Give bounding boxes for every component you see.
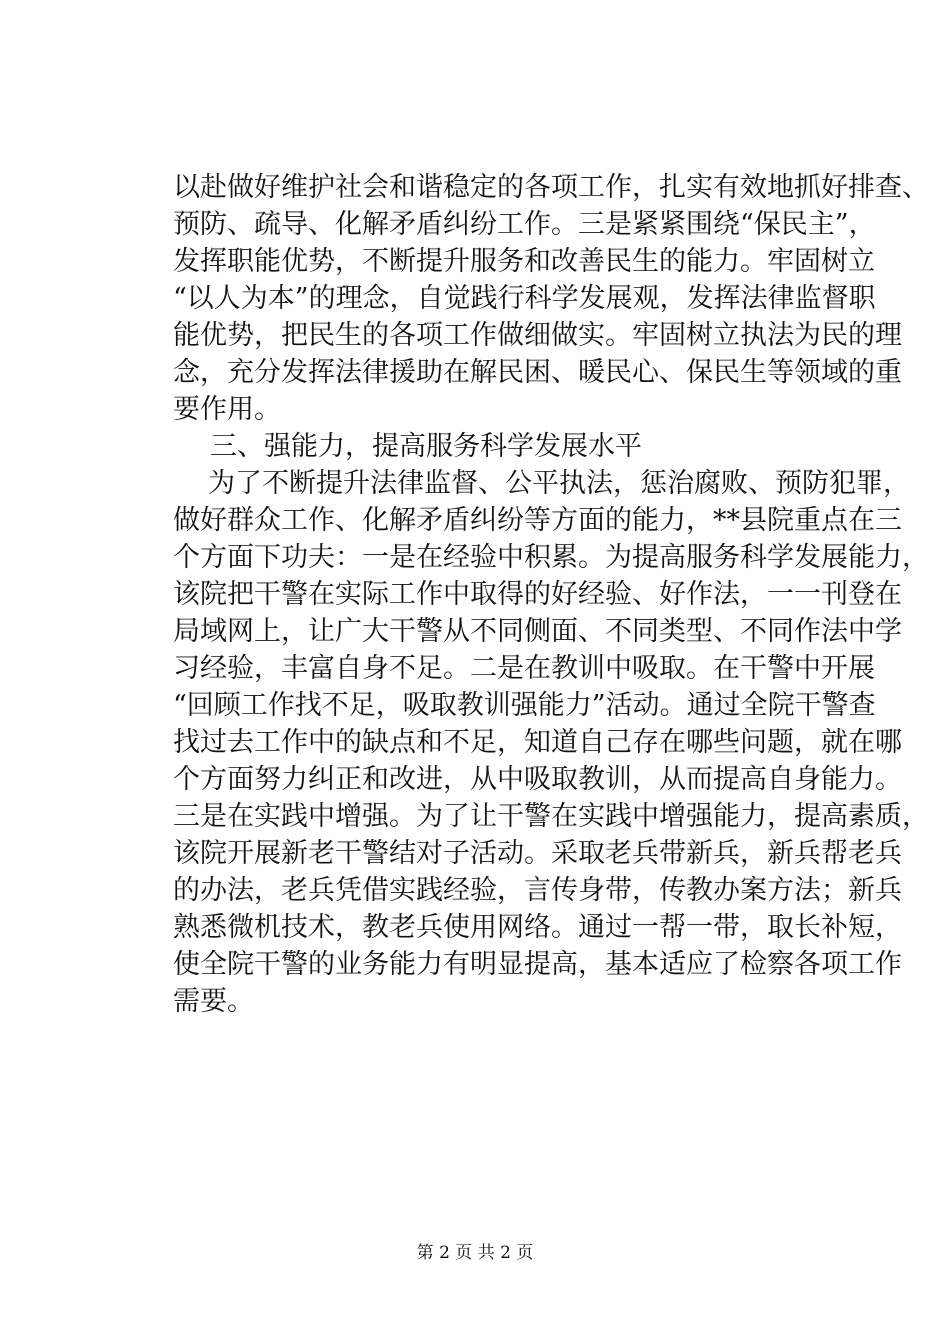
paragraph-2-line-8: 找过去工作中的缺点和不足，知道自己存在哪些问题，就在哪 [173, 727, 902, 758]
paragraph-2-line-9: 个方面努力纠正和改进，从中吸取教训，从而提高自身能力。 [173, 764, 902, 795]
page-number-footer: 第 2 页 共 2 页 [416, 1243, 534, 1263]
paragraph-2-line-12: 的办法，老兵凭借实践经验，言传身带，传教办案方法；新兵 [173, 875, 902, 906]
paragraph-1-line-4: “以人为本”的理念，自觉践行科学发展观，发挥法律监督职 [173, 283, 876, 314]
paragraph-1-line-6: 念，充分发挥法律援助在解民困、暖民心、保民生等领域的重 [173, 357, 902, 388]
paragraph-1-line-1: 以赴做好维护社会和谐稳定的各项工作，扎实有效地抓好排查、 [173, 172, 929, 203]
paragraph-1-line-7: 要作用。 [173, 394, 281, 425]
paragraph-2-line-4: 该院把干警在实际工作中取得的好经验、好作法，一一刊登在 [173, 579, 902, 610]
paragraph-2-line-10: 三是在实践中增强。为了让干警在实践中增强能力，提高素质， [173, 801, 929, 832]
paragraph-2-line-11: 该院开展新老干警结对子活动。采取老兵带新兵，新兵帮老兵 [173, 838, 902, 869]
paragraph-2-line-1: 为了不断提升法律监督、公平执法，惩治腐败、预防犯罪， [208, 468, 910, 499]
paragraph-2-line-13: 熟悉微机技术，教老兵使用网络。通过一帮一带，取长补短， [173, 912, 902, 943]
paragraph-2-line-7: “回顾工作找不足，吸取教训强能力”活动。通过全院干警查 [173, 690, 876, 721]
paragraph-2-line-6: 习经验，丰富自身不足。二是在教训中吸取。在干警中开展 [173, 653, 875, 684]
paragraph-1-line-3: 发挥职能优势，不断提升服务和改善民生的能力。牢固树立 [173, 246, 875, 277]
paragraph-2-line-15: 需要。 [173, 986, 254, 1017]
paragraph-1-line-5: 能优势，把民生的各项工作做细做实。牢固树立执法为民的理 [173, 320, 902, 351]
paragraph-2-line-3: 个方面下功夫：一是在经验中积累。为提高服务科学发展能力， [173, 542, 929, 573]
paragraph-2-line-5: 局域网上，让广大干警从不同侧面、不同类型、不同作法中学 [173, 616, 902, 647]
section-heading: 三、强能力，提高服务科学发展水平 [210, 431, 642, 462]
paragraph-2-line-2: 做好群众工作、化解矛盾纠纷等方面的能力，**县院重点在三 [173, 505, 902, 536]
paragraph-1-line-2: 预防、疏导、化解矛盾纠纷工作。三是紧紧围绕“保民主”， [173, 209, 876, 240]
paragraph-2-line-14: 使全院干警的业务能力有明显提高，基本适应了检察各项工作 [173, 949, 902, 980]
